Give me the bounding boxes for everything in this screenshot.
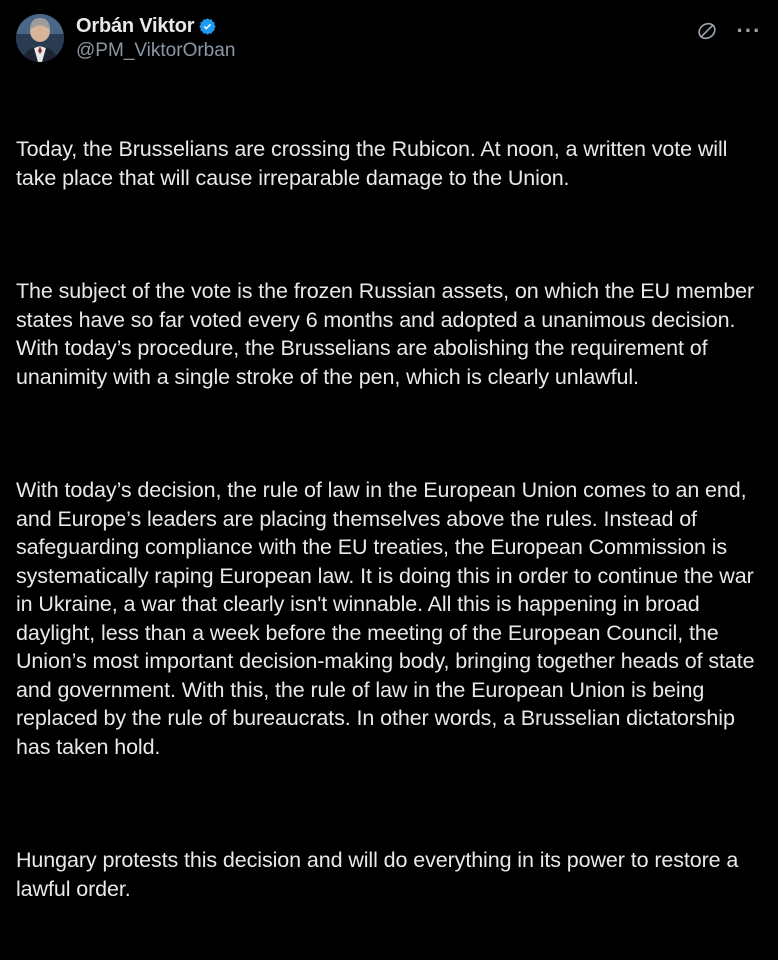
tweet-header [16, 14, 762, 62]
verified-badge-icon [198, 17, 217, 36]
more-options-icon[interactable] [736, 18, 762, 44]
handle[interactable]: @PM_ViktorOrban [76, 40, 236, 61]
more-options-label: ··· [736, 18, 762, 43]
tweet-text [16, 78, 762, 960]
tweet-paragraph: The subject of the vote is the frozen Russian assets, on which the EU member states have so far voted every 6 months and adopted a unanimous decision. With today’s procedure, the Brusselians are abolishing the requirement of unanimity with a single stroke of the pen, which is clearly unlawful. [16, 279, 760, 389]
avatar[interactable] [16, 14, 64, 62]
display-name-row [76, 14, 694, 38]
tweet-paragraph: Today, the Brusselians are crossing the Rubicon. At noon, a written vote will take place that will cause irreparable damage to the Union. [16, 137, 734, 190]
tweet-paragraph: Hungary protests this decision and will do everything in its power to restore a lawful order. [16, 848, 745, 901]
author-names [76, 14, 694, 62]
grok-icon[interactable] [694, 18, 720, 44]
header-actions [694, 18, 762, 44]
tweet-paragraph: With today’s decision, the rule of law in the European Union comes to an end, and Europe’s leaders are placing themselves above the rules. Instead of safeguarding compliance with the EU treaties, the European Commission is systematically raping European law. It is doing this in order to continue the war in Ukraine, a war that clearly isn't winnable. All this is happening in broad daylight, less than a week before the meeting of the European Council, the Union’s most important decision-making body, bringing together heads of state and government. With this, the rule of law in the European Union is being replaced by the rule of bureaucrats. In other words, a Brusselian dictatorship has taken hold. [16, 478, 761, 759]
display-name[interactable]: Orbán Viktor [76, 15, 195, 37]
